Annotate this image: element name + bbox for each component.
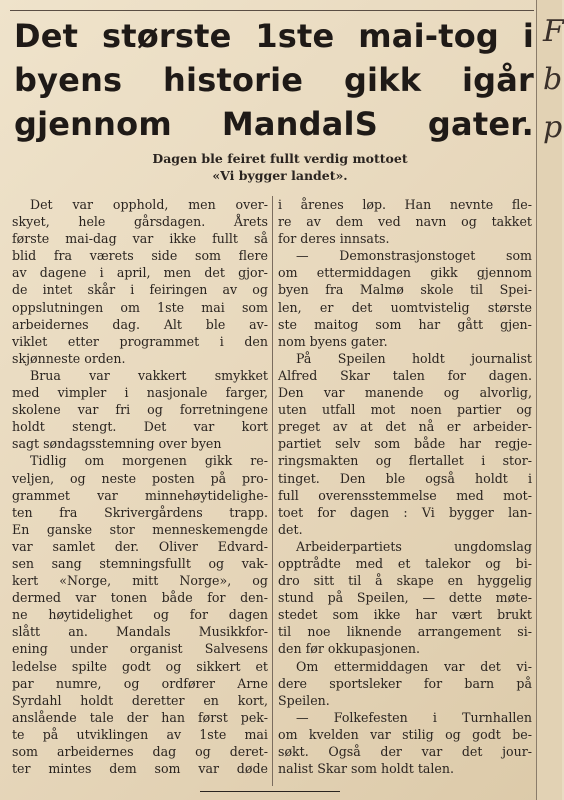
- article-line: sagt søndagsstemning over byen: [12, 436, 222, 452]
- article-line: den før okkupasjonen.: [278, 641, 421, 657]
- article-line: På Speilen holdt journalist: [296, 350, 532, 366]
- edge-letter: b: [543, 62, 563, 97]
- article-line: tinget. Den ble også holdt i: [278, 470, 532, 486]
- article-line: full overensstemmelse med mot-: [278, 487, 532, 503]
- article-line: dermed var tonen både for den-: [12, 590, 268, 606]
- top-rule: [10, 10, 534, 11]
- article-line: oppslutningen om 1ste mai som: [12, 299, 268, 315]
- article-line: stund på Speilen, — dette møte-: [278, 590, 532, 606]
- article-line: dro sitt til å skape en hyggelig: [278, 573, 532, 589]
- headline: [14, 14, 534, 146]
- article-line: opptrådte med et talekor og bi-: [278, 555, 532, 571]
- bottom-rule: [200, 791, 340, 792]
- headline-word: Det: [14, 17, 79, 55]
- headline-word: byens: [14, 61, 123, 99]
- article-line: partiet selv som både har regje-: [278, 436, 532, 452]
- article-line: ste maitog som har gått gjen-: [278, 316, 532, 332]
- article-line: Alfred Skar talen for dagen.: [278, 367, 532, 383]
- article-line: — Demonstrasjonstoget som: [296, 248, 532, 264]
- article-line: byen fra Malmø skole til Spei-: [278, 282, 532, 298]
- article-line: Speilen.: [278, 692, 330, 708]
- article-line: Det var opphold, men over-: [30, 197, 268, 212]
- article-line: Arbeiderpartiets ungdomslag: [296, 538, 532, 554]
- article-line: toet for dagen : Vi bygger lan-: [278, 504, 532, 520]
- article-column-right: [278, 196, 532, 777]
- headline-line-2: [14, 58, 534, 102]
- subtitle-line-1: Dagen ble feiret fullt verdig mottoet: [152, 151, 408, 166]
- column-divider: [272, 196, 273, 786]
- article-line: skjønneste orden.: [12, 350, 126, 366]
- article-line: ter mintes dem som var døde: [12, 761, 268, 777]
- article-line: anslående tale der han først pek-: [12, 709, 268, 725]
- article-line: En ganske stor menneskemengde: [12, 521, 268, 537]
- article-line: par numre, og ordfører Arne: [12, 675, 268, 691]
- article-line: dere sportsleker for barn på: [278, 675, 532, 691]
- article-line: Syrdahl holdt deretter en kort,: [12, 692, 268, 708]
- article-line: første mai-dag var ikke fullt så: [12, 231, 268, 247]
- article-line: om ettermiddagen gikk gjennom: [278, 265, 532, 281]
- headline-line-3: [14, 102, 534, 146]
- article-line: til noe liknende arrangement si-: [278, 624, 532, 640]
- article-line: nom byens gater.: [278, 333, 388, 349]
- subtitle: [120, 150, 440, 184]
- article-column-left: [12, 196, 268, 777]
- headline-word: gater.: [427, 105, 534, 143]
- headline-word: gikk: [343, 61, 422, 99]
- article-line: i årenes løp. Han nevnte fle-: [278, 197, 532, 212]
- headline-word: 1ste: [255, 17, 335, 55]
- article-line: preget av at det nå er arbeider-: [278, 419, 532, 435]
- article-line: de intet skår i feiringen av og: [12, 282, 268, 298]
- article-line: ne høytidelighet og for dagen: [12, 607, 268, 623]
- article-line: sen sang stemningsfullt og vak-: [12, 555, 268, 571]
- article-line: — Folkefesten i Turnhallen: [296, 709, 532, 725]
- article-line: nalist Skar som holdt talen.: [278, 761, 454, 777]
- article-line: med vimpler i nasjonale farger,: [12, 385, 268, 401]
- article-line: stedet som ikke har vært brukt: [278, 607, 532, 623]
- article-line: grammet var minnehøytidelighe-: [12, 487, 268, 503]
- article-line: som arbeidernes dag og deret-: [12, 744, 268, 759]
- headline-word: MandalS: [221, 105, 378, 143]
- headline-word: igår: [461, 61, 534, 99]
- edge-letter: p: [543, 110, 563, 145]
- article-line: det.: [278, 521, 303, 537]
- article-line: blid fra værets side som flere: [12, 248, 268, 264]
- article-line: holdt stengt. Det var kort: [12, 419, 268, 435]
- article-line: Om ettermiddagen var det vi-: [296, 658, 532, 674]
- headline-word: i: [522, 17, 534, 55]
- article-line: for deres innsats.: [278, 231, 390, 247]
- article-line: te på utviklingen av 1ste mai: [12, 726, 268, 742]
- article-line: slått an. Mandals Musikkfor-: [12, 624, 268, 640]
- article-line: søkt. Også der var det jour-: [278, 744, 532, 759]
- headline-word: gjennom: [14, 105, 172, 143]
- headline-word: mai-tog: [358, 17, 500, 55]
- article-line: ringsmakten og flertallet i stor-: [278, 453, 532, 469]
- article-line: av dagene i april, men det gjor-: [12, 265, 268, 281]
- article-line: skolene var fri og forretningene: [12, 402, 268, 418]
- article-line: Brua var vakkert smykket: [30, 367, 268, 383]
- edge-letter: F: [543, 14, 564, 49]
- article-line: Den var manende og alvorlig,: [278, 385, 532, 401]
- article-line: kert «Norge, mitt Norge», og: [12, 573, 268, 589]
- headline-word: historie: [163, 61, 304, 99]
- adjacent-article-edge: [536, 0, 562, 800]
- article-line: re av dem ved navn og takket: [278, 214, 532, 230]
- headline-word: største: [101, 17, 232, 55]
- article-line: ten fra Skrivergårdens trapp.: [12, 504, 268, 520]
- headline-line-1: [14, 14, 534, 58]
- article-line: om kvelden var stilig og godt be-: [278, 726, 532, 742]
- article-line: veljen, og neste posten på pro-: [12, 470, 268, 486]
- article-line: viklet etter programmet i den: [12, 333, 268, 349]
- article-line: Tidlig om morgenen gikk re-: [30, 453, 268, 469]
- article-line: ledelse spilte godt og sikkert et: [12, 658, 268, 674]
- article-line: var samlet der. Oliver Edvard-: [12, 538, 268, 554]
- article-line: skyet, hele gårsdagen. Årets: [12, 214, 268, 230]
- article-line: ening under organist Salvesens: [12, 641, 268, 657]
- subtitle-line-2: «Vi bygger landet».: [212, 168, 348, 183]
- article-line: len, er det uomtvistelig største: [278, 299, 532, 315]
- article-line: arbeidernes dag. Alt ble av-: [12, 316, 268, 332]
- article-line: uten utfall mot noen partier og: [278, 402, 532, 418]
